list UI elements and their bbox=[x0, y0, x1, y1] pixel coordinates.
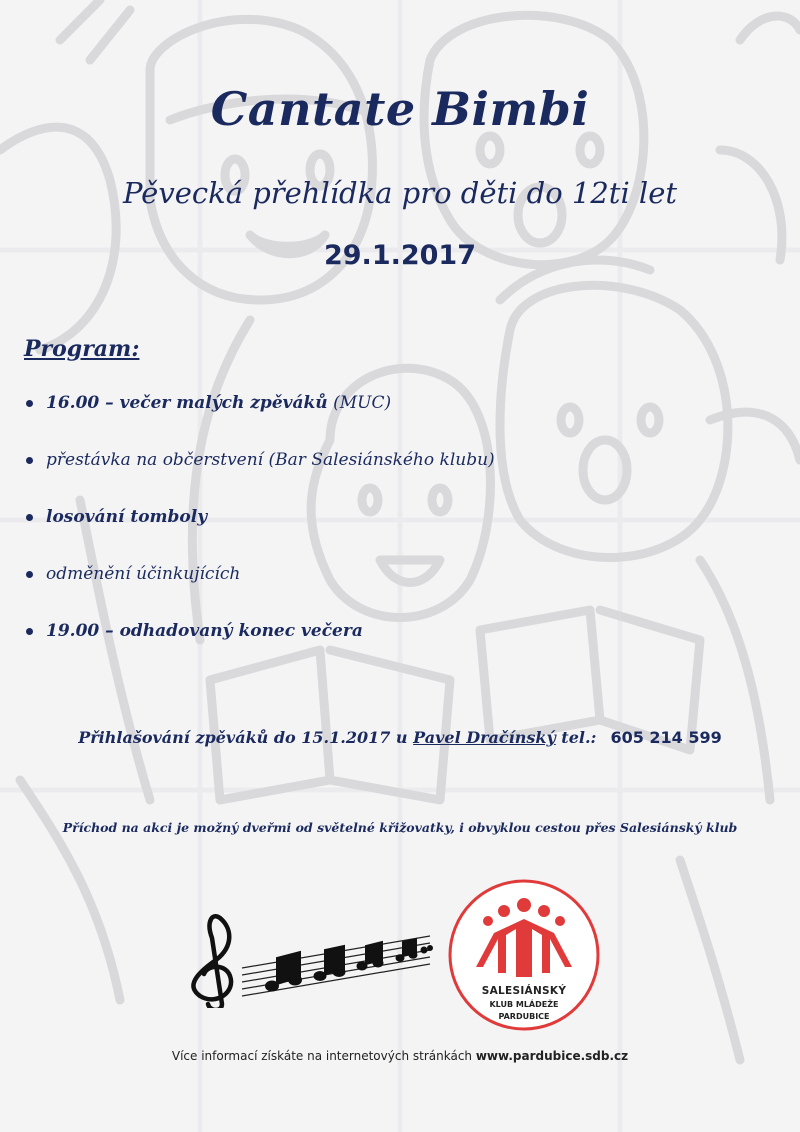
program-item-bold: 16.00 – večer malých zpěváků bbox=[46, 393, 328, 413]
footer bbox=[0, 1049, 800, 1063]
program-item-bold: losování tomboly bbox=[46, 507, 208, 527]
program-item-normal: (MUC) bbox=[327, 393, 392, 413]
music-notes-icon bbox=[172, 908, 434, 1008]
program-item bbox=[24, 502, 495, 532]
logo-line-2: KLUB MLÁDEŽE bbox=[489, 1000, 559, 1009]
salesian-club-logo bbox=[446, 877, 602, 1033]
event-title: Cantate Bimbi bbox=[210, 82, 590, 136]
access-note: Příchod na akci je možný dveřmi od světelné křižovatky, i obvyklou cestou přes Salesiánský klub bbox=[62, 820, 738, 835]
signup-line bbox=[0, 728, 800, 747]
bullet-icon bbox=[26, 400, 33, 407]
website-link[interactable]: www.pardubice.sdb.cz bbox=[475, 1049, 629, 1063]
signup-contact: Pavel Dračínský bbox=[413, 728, 556, 747]
logo-line-1: SALESIÁNSKÝ bbox=[481, 985, 567, 997]
bullet-icon bbox=[26, 457, 33, 464]
bullet-icon bbox=[26, 571, 33, 578]
bullet-icon bbox=[26, 628, 33, 635]
program-list bbox=[24, 388, 495, 673]
logo-line-3: PARDUBICE bbox=[498, 1012, 550, 1021]
program-item bbox=[24, 445, 495, 475]
signup-text: Přihlašování zpěváků do 15.1.2017 u bbox=[78, 728, 414, 747]
program-item bbox=[24, 559, 495, 589]
program-heading: Program: bbox=[24, 336, 140, 362]
program-item-bold: 19.00 – odhadovaný konec večera bbox=[46, 621, 363, 641]
program-item-normal: odměnění účinkujících bbox=[46, 564, 241, 584]
program-item bbox=[24, 616, 495, 646]
program-item-normal: přestávka na občerstvení (Bar Salesiánského klubu) bbox=[46, 450, 495, 470]
footer-text: Více informací získáte na internetových stránkách bbox=[171, 1049, 476, 1063]
event-date: 29.1.2017 bbox=[323, 240, 477, 271]
event-subtitle: Pěvecká přehlídka pro děti do 12ti let bbox=[122, 176, 678, 210]
treble-clef-icon bbox=[193, 916, 231, 1008]
program-item bbox=[24, 388, 495, 418]
bullet-icon bbox=[26, 514, 33, 521]
signup-tel-label: tel.: bbox=[555, 728, 597, 747]
signup-phone: 605 214 599 bbox=[610, 728, 722, 747]
